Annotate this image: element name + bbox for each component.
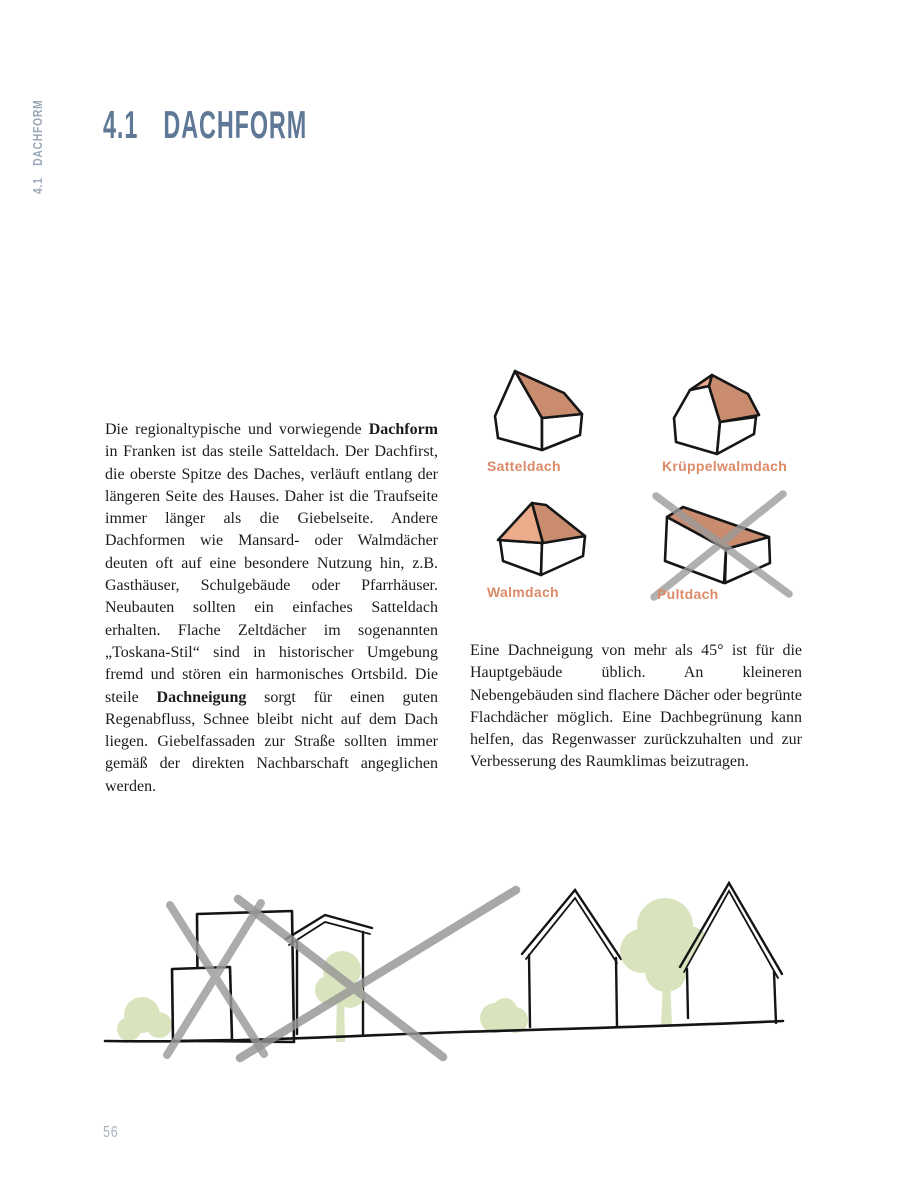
sidebar-chapter-number: 4.1 (31, 177, 45, 194)
tree-far-left (117, 997, 172, 1041)
bold-term-dachform: Dachform (368, 421, 438, 438)
krueppelwalmdach-drawing (666, 367, 768, 459)
left-paragraph (105, 419, 438, 798)
page-number: 56 (103, 1124, 119, 1141)
streetscape-illustration (80, 858, 800, 1068)
bold-term-dachneigung: Dachneigung (156, 688, 247, 706)
krueppelwalmdach-label: Krüppelwalmdach (662, 458, 788, 474)
steep-house-1 (522, 890, 621, 1027)
pultdach-label: Pultdach (657, 586, 719, 602)
walmdach-label: Walmdach (487, 584, 559, 600)
satteldach-drawing (486, 366, 598, 456)
section-number: 4.1 (103, 104, 139, 147)
page-title (103, 106, 307, 146)
section-title: DACHFORM (163, 104, 308, 147)
krueppelwalmdach-illustration (666, 367, 768, 459)
right-paragraph: Eine Dachneigung von mehr als 45° ist für die Hauptgebäude üblich. An kleineren Nebengebäuden sind flachere Dächer oder begrünte Flachdächer möglich. Eine Dachbegrünung kann helfen, das Regenwasser zurückzuhalten und zur Verbesserung des Raumklimas beizutragen. (470, 642, 802, 771)
bush-mid (480, 998, 528, 1033)
paragraph-text: in Franken ist das steile Satteldach. Der Dachfirst, die oberste Spitze des Daches, verläuft entlang der längeren Seite des Hauses. Daher ist die Traufseite immer länger als die Giebelseite. Andere Dachformen wie Mansard- oder Walmdächer deuten oft auf eine besondere Nutzung hin, z.B. Gasthäuser, Schulgebäude oder Pfarrhäuser. Neubauten sollten ein einfaches Satteldach erhalten. Flache Zeltdächer im sogenannten „Toskana-Stil“ sind in historischer Umgebung fremd und stören ein harmonisches Ortsbild. Die steile (105, 443, 438, 706)
walmdach-illustration (489, 497, 589, 585)
sidebar-chapter-label (31, 99, 45, 194)
satteldach-label: Satteldach (487, 458, 561, 474)
steep-house-2 (680, 883, 782, 1023)
paragraph-text: sorgt für einen guten Regenabfluss, Schnee bleibt nicht auf dem Dach liegen. Giebelfassaden zur Straße sollten immer gemäß der direkten Nachbarschaft angeglichen werden. (105, 688, 439, 795)
satteldach-illustration (486, 366, 598, 456)
sidebar-chapter-title: DACHFORM (31, 99, 45, 166)
paragraph-text: Die regionaltypische und vorwiegende (105, 421, 369, 438)
walmdach-drawing (489, 497, 589, 585)
